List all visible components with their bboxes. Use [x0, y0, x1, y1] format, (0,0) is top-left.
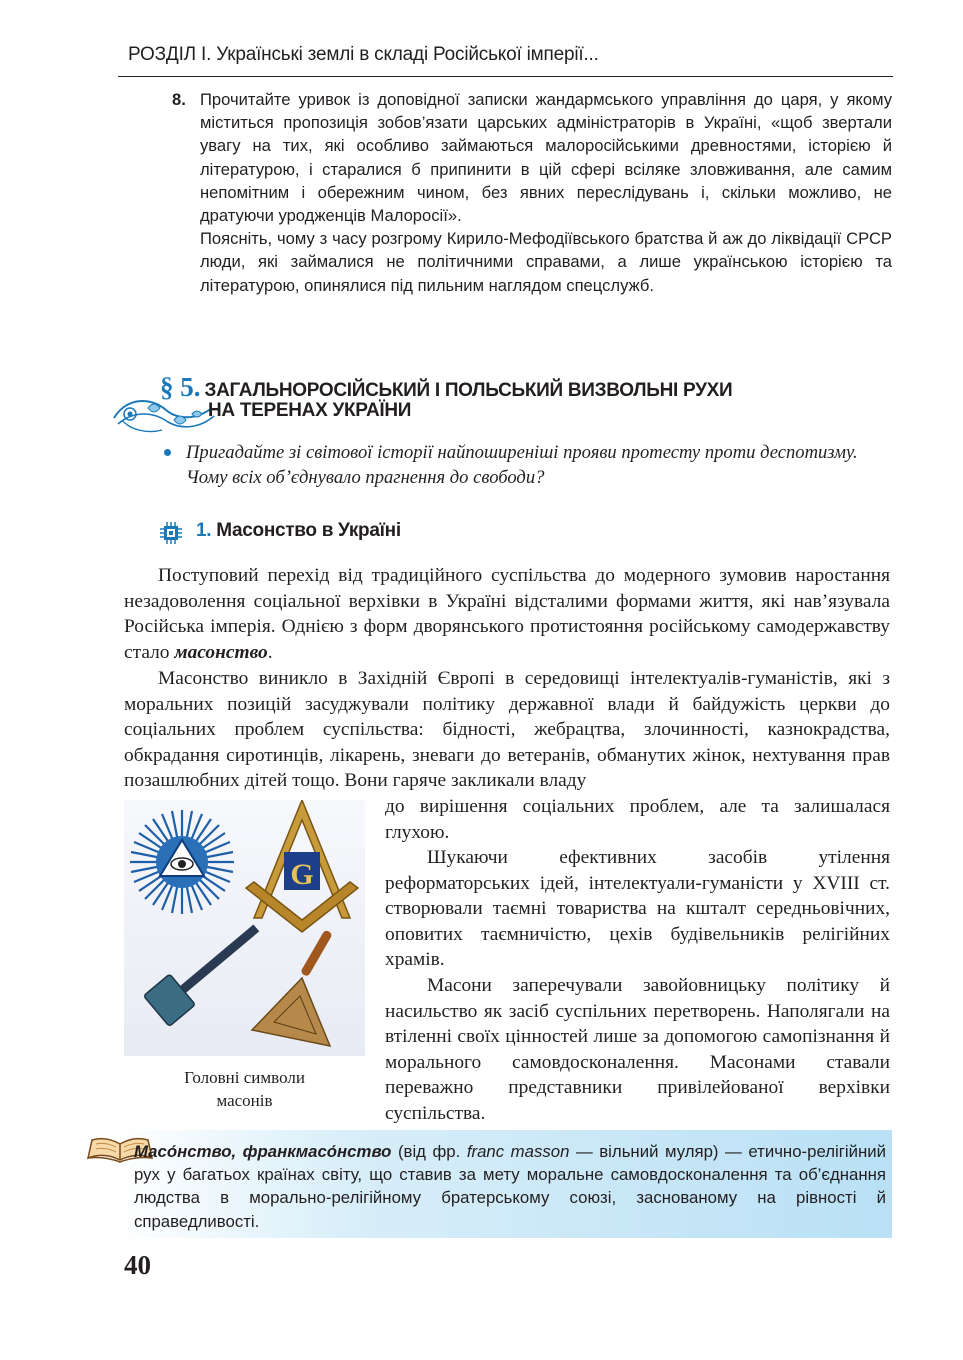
figure-letter: G: [290, 858, 314, 891]
subsection-heading: [196, 520, 401, 542]
bullet-icon: [164, 449, 171, 456]
task-paragraph-2: Поясніть, чому з часу розгрому Кирило-Мефодіївського братства й аж до ліквідації СРСР люди, які займалися не політичними справами, а лише українською історією та літературою, опинялися під пильним наглядом спецслужб.: [200, 229, 892, 295]
compass-square-icon: [246, 800, 358, 932]
subsection-number: 1.: [196, 520, 212, 541]
masonic-symbols-image: [124, 800, 365, 1056]
paragraph-1-end: .: [267, 641, 273, 663]
gavel-icon: [144, 912, 269, 1026]
masonic-symbols-illustration: [124, 800, 365, 1056]
paragraph-2-continued: до вирішення соціальних проблем, але та залишалася глухою.: [385, 796, 890, 843]
task-8: [172, 88, 892, 297]
paragraph-1: [124, 563, 890, 665]
definition-text-before: (від фр.: [391, 1142, 467, 1161]
chip-icon: [160, 522, 182, 544]
figure-caption-line-1: Головні символи: [184, 1068, 305, 1087]
intro-question-text: Пригадайте зі світової історії найпоширеніші прояви протесту проти деспотизму. Чому всіх об’єднувало прагнення до свободи?: [186, 442, 858, 488]
term-masonstvo: масонство: [174, 641, 268, 663]
paragraph-3: Шукаючи ефективних засобів утілення реформаторських ідей, інтелектуали-гуманісти у XVIII ст. створювали таємні товариства на кшталт середньовічних, оповитих таємничістю, цехів будівельників релігійних храмів.: [385, 847, 890, 971]
definition-text-after: — вільний муляр) — етично-релігійний рух у багатьох країнах світу, що ставив за мету моральне самовдосконалення та об’єднання людства в морально-релігійному братерському союзі, заснованому на рівності й справедливості.: [134, 1142, 886, 1231]
paragraph-1-text: Поступовий перехід від традиційного суспільства до модерного зумовив наростання незадоволення соціальної верхівки в Україні відсталими формами життя, які нав’язувала Російська імперія. Однією з форм дворянського протистояння російському самодержавству стало: [124, 565, 890, 663]
intro-question: [186, 440, 888, 490]
section-title-line-2: НА ТЕРЕНАХ УКРАЇНИ: [208, 400, 412, 421]
all-seeing-eye-icon: [130, 810, 234, 914]
definition-text: [134, 1140, 886, 1233]
running-head: РОЗДІЛ I. Українські землі в складі Російської імперії...: [128, 44, 599, 65]
section-symbol: § 5.: [160, 372, 201, 402]
task-number: 8.: [172, 90, 186, 109]
section-title-line-1: ЗАГАЛЬНОРОСІЙСЬКИЙ І ПОЛЬСЬКИЙ ВИЗВОЛЬНІ РУХИ: [204, 380, 733, 401]
figure-caption: [124, 1066, 365, 1112]
task-paragraph-1: Прочитайте уривок із доповідної записки жандармського управління до царя, у якому міститься пропозиція зобов’язати царських адміністраторів в Україні, «щоб звертали увагу на тих, які особливо займаються малоросійськими древностями, історією й літературою, і старалися б припинити в цій сфері всіляке зловживання, але самим непомітним і обережним чином, без явних переслідувань і, скільки можливо, не дратуючи уродженців Малоросії».: [200, 90, 892, 226]
definition-etymology: franc masson: [466, 1142, 570, 1161]
trowel-icon: [252, 929, 333, 1046]
header-rule: [118, 76, 893, 77]
paragraph-4: Масони заперечували завойовницьку політику й насильство як засіб суспільних перетворень. Наполягали на втіленні своїх цінностей лише за допомогою самопізнання й морального самовдосконалення. Масонами ставали переважно представники привілейованої верхівки суспільства.: [385, 975, 890, 1124]
subsection-title: Масонство в Україні: [216, 520, 401, 541]
figure-caption-line-2: масонів: [216, 1091, 273, 1110]
definition-term: Масо́нство, франкмасо́нство: [134, 1142, 392, 1161]
paragraph-2: Масонство виникло в Західній Європі в середовищі інтелектуалів-гуманістів, які з моральних позицій засуджували політику державної влади й байдужість церкви до соціальних проблем суспільства: бідності, жебрацтва, злочинності, казнокрадства, обкрадання сиротинців, лікарень, зневаги до ветеранів, обманутих жінок, нехтування прав позашлюбних дітей тощо. Вони гаряче закликали владу: [124, 668, 890, 792]
page-number: 40: [124, 1250, 151, 1280]
